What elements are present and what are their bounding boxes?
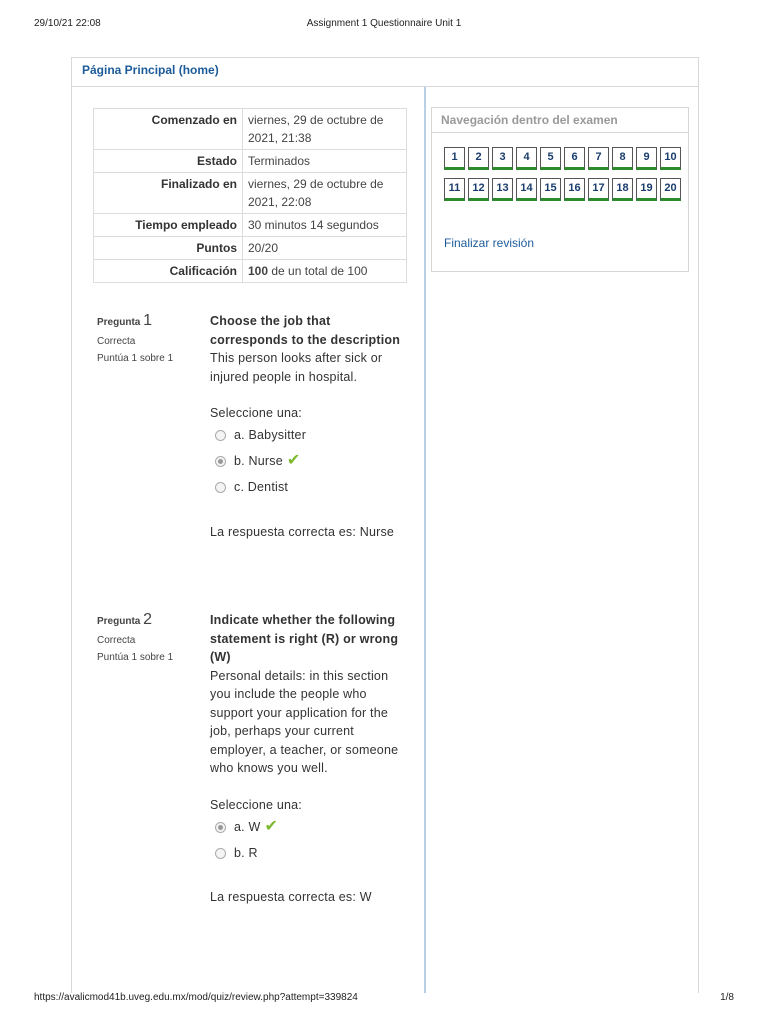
question-nav-button-5[interactable]: 5 (540, 147, 561, 170)
question-body (210, 611, 410, 907)
question-status: Correcta (97, 336, 136, 347)
question-body (210, 312, 410, 541)
question-nav-button-13[interactable]: 13 (492, 178, 513, 201)
quiz-navigation-title: Navegación dentro del examen (432, 108, 688, 133)
question-text: This person looks after sick or injured people in hospital. (210, 351, 383, 384)
question-number (97, 312, 202, 330)
grade-total: de un total de 100 (268, 264, 368, 278)
question-nav-button-11[interactable]: 11 (444, 178, 465, 201)
summary-label: Calificación (94, 260, 243, 283)
question-num: 2 (143, 611, 153, 628)
summary-value: viernes, 29 de octubre de 2021, 22:08 (243, 173, 407, 214)
question-nav-button-16[interactable]: 16 (564, 178, 585, 201)
finish-review-link[interactable]: Finalizar revisión (444, 236, 535, 250)
table-row (94, 237, 407, 260)
question-text: Personal details: in this section you include the people who support your application for the job, perhaps your current employer, a teacher, or someone who knows you well. (210, 668, 399, 775)
question-status: Correcta (97, 635, 136, 646)
question-nav-button-1[interactable]: 1 (444, 147, 465, 170)
attempt-summary-table (93, 108, 407, 283)
question-nav-button-18[interactable]: 18 (612, 178, 633, 201)
print-page-number: 1/8 (720, 992, 734, 1003)
summary-label: Finalizado en (94, 173, 243, 214)
question-nav-button-7[interactable]: 7 (588, 147, 609, 170)
radio-button[interactable] (215, 848, 226, 859)
question-nav-button-14[interactable]: 14 (516, 178, 537, 201)
option-label: b. R (234, 845, 258, 860)
summary-value: 20/20 (243, 237, 407, 260)
quiz-navigation-block (431, 107, 689, 272)
question-prompt: Indicate whether the following statement is right (R) or wrong (W) (210, 613, 399, 664)
table-row (94, 150, 407, 173)
option-a[interactable] (215, 423, 410, 449)
option-label: b. Nurse (234, 454, 283, 469)
select-label: Seleccione una: (210, 406, 302, 420)
question-prompt: Choose the job that corresponds to the description (210, 314, 401, 347)
option-c[interactable] (215, 475, 410, 501)
summary-label: Tiempo empleado (94, 214, 243, 237)
quiz-review-frame (71, 57, 699, 993)
option-a[interactable] (215, 814, 410, 840)
table-row (94, 260, 407, 283)
question-num: 1 (143, 312, 153, 329)
home-link[interactable]: Página Principal (home) (82, 63, 219, 77)
column-divider (424, 87, 426, 993)
table-row (94, 109, 407, 150)
question-info (97, 611, 202, 669)
table-row (94, 214, 407, 237)
summary-value: Terminados (243, 150, 407, 173)
summary-value: viernes, 29 de octubre de 2021, 21:38 (243, 109, 407, 150)
question-nav-grid (444, 147, 684, 209)
option-label: a. Babysitter (234, 428, 307, 443)
correct-answer: La respuesta correcta es: Nurse (210, 524, 395, 539)
correct-answer: La respuesta correcta es: W (210, 890, 372, 904)
radio-button[interactable] (215, 430, 226, 441)
question-nav-button-15[interactable]: 15 (540, 178, 561, 201)
summary-value: 30 minutos 14 segundos (243, 214, 407, 237)
print-header (0, 0, 768, 34)
grade-value: 100 (248, 264, 269, 278)
question-nav-button-9[interactable]: 9 (636, 147, 657, 170)
option-label: a. W (234, 819, 261, 834)
question-score: Puntúa 1 sobre 1 (97, 353, 174, 364)
check-icon: ✔ (264, 817, 279, 835)
question-nav-button-17[interactable]: 17 (588, 178, 609, 201)
print-date: 29/10/21 22:08 (34, 18, 101, 29)
print-url: https://avalicmod41b.uveg.edu.mx/mod/quiz/review.php?attempt=339824 (34, 992, 358, 1003)
summary-label: Estado (94, 150, 243, 173)
question-number (97, 611, 202, 629)
option-b[interactable] (215, 449, 410, 475)
question-nav-button-6[interactable]: 6 (564, 147, 585, 170)
question-nav-button-12[interactable]: 12 (468, 178, 489, 201)
question-nav-button-3[interactable]: 3 (492, 147, 513, 170)
select-label: Seleccione una: (210, 797, 302, 812)
question-label: Pregunta (97, 317, 141, 328)
question-score: Puntúa 1 sobre 1 (97, 652, 174, 663)
divider (72, 86, 698, 87)
radio-button[interactable] (215, 456, 226, 467)
radio-button[interactable] (215, 822, 226, 833)
question-nav-button-4[interactable]: 4 (516, 147, 537, 170)
summary-label: Puntos (94, 237, 243, 260)
summary-label: Comenzado en (94, 109, 243, 150)
question-info (97, 312, 202, 370)
question-nav-button-19[interactable]: 19 (636, 178, 657, 201)
question-label: Pregunta (97, 616, 141, 627)
table-row (94, 173, 407, 214)
question-nav-button-10[interactable]: 10 (660, 147, 681, 170)
check-icon: ✔ (286, 452, 301, 470)
option-b[interactable] (215, 840, 410, 866)
question-nav-button-20[interactable]: 20 (660, 178, 681, 201)
option-label: c. Dentist (234, 480, 289, 495)
question-nav-button-8[interactable]: 8 (612, 147, 633, 170)
summary-value (243, 260, 407, 283)
radio-button[interactable] (215, 482, 226, 493)
question-nav-button-2[interactable]: 2 (468, 147, 489, 170)
print-title: Assignment 1 Questionnaire Unit 1 (306, 18, 462, 29)
